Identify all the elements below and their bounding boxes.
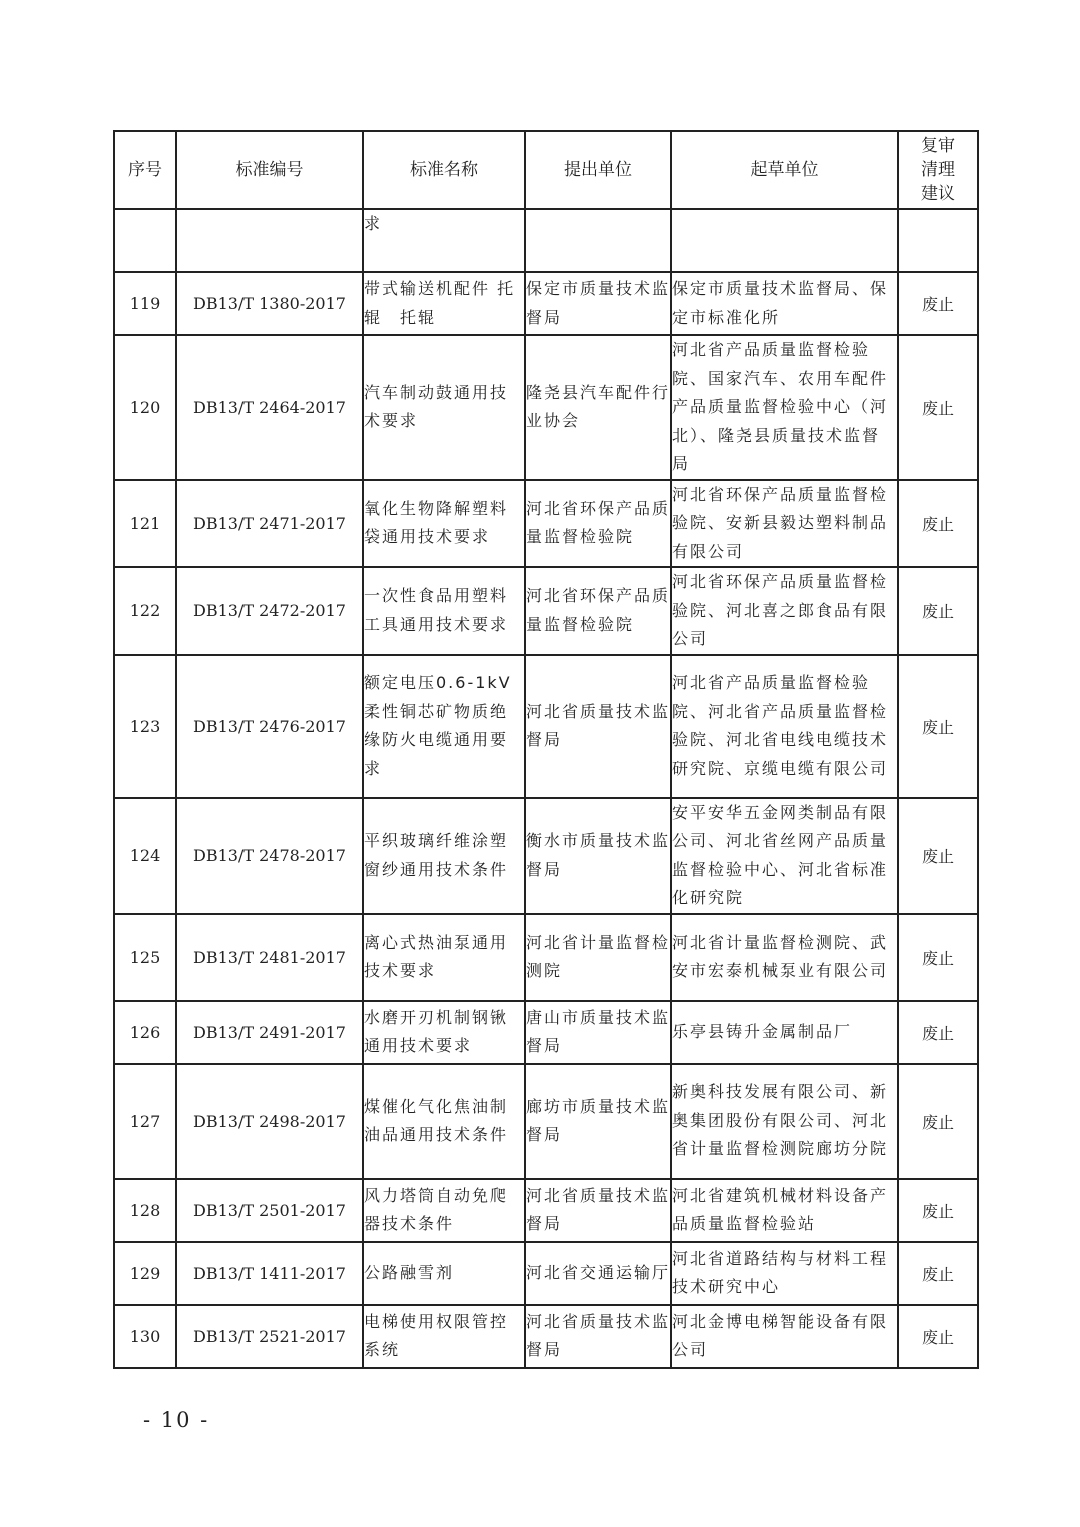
table-row xyxy=(114,480,978,568)
cell-proposer: 隆尧县汽车配件行业协会 xyxy=(525,335,671,480)
cell-name: 氧化生物降解塑料袋通用技术要求 xyxy=(363,480,525,568)
table-row xyxy=(114,798,978,914)
cell-proposer xyxy=(525,209,671,272)
cell-num: 120 xyxy=(114,335,176,480)
header-proposer: 提出单位 xyxy=(525,131,671,209)
cell-recommendation: 废止 xyxy=(898,272,978,335)
header-review xyxy=(898,131,978,209)
cell-drafter: 河北省产品质量监督检验院、国家汽车、农用车配件产品质量监督检验中心（河北）、隆尧县质量技术监督局 xyxy=(671,335,898,480)
cell-name: 公路融雪剂 xyxy=(363,1242,525,1305)
cell-name: 平织玻璃纤维涂塑窗纱通用技术条件 xyxy=(363,798,525,914)
table-row xyxy=(114,1305,978,1368)
cell-recommendation: 废止 xyxy=(898,1064,978,1179)
cell-num: 124 xyxy=(114,798,176,914)
cell-code: DB13/T 2471-2017 xyxy=(176,480,363,568)
table-row xyxy=(114,272,978,335)
table-row xyxy=(114,567,978,655)
cell-proposer: 河北省计量监督检测院 xyxy=(525,914,671,1001)
cell-drafter: 安平安华五金网类制品有限公司、河北省丝网产品质量监督检验中心、河北省标准化研究院 xyxy=(671,798,898,914)
header-code: 标准编号 xyxy=(176,131,363,209)
cell-drafter: 河北省建筑机械材料设备产品质量监督检验站 xyxy=(671,1179,898,1242)
cell-name: 风力塔筒自动免爬器技术条件 xyxy=(363,1179,525,1242)
cell-drafter: 河北省道路结构与材料工程技术研究中心 xyxy=(671,1242,898,1305)
cell-proposer: 保定市质量技术监督局 xyxy=(525,272,671,335)
table-row xyxy=(114,335,978,480)
cell-code: DB13/T 1411-2017 xyxy=(176,1242,363,1305)
table-row xyxy=(114,1064,978,1179)
cell-name: 煤催化气化焦油制油品通用技术条件 xyxy=(363,1064,525,1179)
cell-code: DB13/T 2498-2017 xyxy=(176,1064,363,1179)
table-row xyxy=(114,655,978,798)
cell-num: 125 xyxy=(114,914,176,1001)
cell-name: 电梯使用权限管控系统 xyxy=(363,1305,525,1368)
cell-num: 128 xyxy=(114,1179,176,1242)
cell-code: DB13/T 2481-2017 xyxy=(176,914,363,1001)
header-row xyxy=(114,131,978,209)
cell-proposer: 河北省质量技术监督局 xyxy=(525,1305,671,1368)
cell-recommendation: 废止 xyxy=(898,655,978,798)
cell-name: 求 xyxy=(363,209,525,272)
cell-code: DB13/T 2521-2017 xyxy=(176,1305,363,1368)
cell-recommendation: 废止 xyxy=(898,914,978,1001)
table-row xyxy=(114,914,978,1001)
cell-recommendation xyxy=(898,209,978,272)
cell-recommendation: 废止 xyxy=(898,480,978,568)
cell-proposer: 河北省交通运输厅 xyxy=(525,1242,671,1305)
cell-proposer: 河北省环保产品质量监督检验院 xyxy=(525,567,671,655)
cell-code xyxy=(176,209,363,272)
table-row xyxy=(114,1001,978,1064)
cell-name: 带式输送机配件 托辊 托辊 xyxy=(363,272,525,335)
header-name: 标准名称 xyxy=(363,131,525,209)
header-seq: 序号 xyxy=(114,131,176,209)
cell-drafter: 河北省环保产品质量监督检验院、河北喜之郎食品有限公司 xyxy=(671,567,898,655)
cell-code: DB13/T 2464-2017 xyxy=(176,335,363,480)
table-body xyxy=(114,209,978,1368)
continuation-row xyxy=(114,209,978,272)
cell-drafter: 新奥科技发展有限公司、新奥集团股份有限公司、河北省计量监督检测院廊坊分院 xyxy=(671,1064,898,1179)
cell-code: DB13/T 2501-2017 xyxy=(176,1179,363,1242)
cell-num: 129 xyxy=(114,1242,176,1305)
cell-recommendation: 废止 xyxy=(898,1179,978,1242)
cell-code: DB13/T 1380-2017 xyxy=(176,272,363,335)
cell-recommendation: 废止 xyxy=(898,335,978,480)
page-number: - 10 - xyxy=(143,1408,210,1432)
cell-code: DB13/T 2491-2017 xyxy=(176,1001,363,1064)
cell-proposer: 廊坊市质量技术监督局 xyxy=(525,1064,671,1179)
cell-drafter: 河北金博电梯智能设备有限公司 xyxy=(671,1305,898,1368)
cell-num: 121 xyxy=(114,480,176,568)
cell-num: 127 xyxy=(114,1064,176,1179)
cell-drafter: 河北省产品质量监督检验院、河北省产品质量监督检验院、河北省电线电缆技术研究院、京缆电缆有限公司 xyxy=(671,655,898,798)
cell-num: 119 xyxy=(114,272,176,335)
cell-num: 123 xyxy=(114,655,176,798)
cell-num: 126 xyxy=(114,1001,176,1064)
cell-proposer: 河北省质量技术监督局 xyxy=(525,655,671,798)
table-row xyxy=(114,1179,978,1242)
cell-recommendation: 废止 xyxy=(898,1242,978,1305)
cell-recommendation: 废止 xyxy=(898,1305,978,1368)
cell-drafter: 乐亭县铸升金属制品厂 xyxy=(671,1001,898,1064)
cell-num: 130 xyxy=(114,1305,176,1368)
cell-num: 122 xyxy=(114,567,176,655)
cell-name: 额定电压0.6-1kV柔性铜芯矿物质绝缘防火电缆通用要求 xyxy=(363,655,525,798)
cell-recommendation: 废止 xyxy=(898,567,978,655)
cell-num xyxy=(114,209,176,272)
cell-drafter: 河北省计量监督检测院、武安市宏泰机械泵业有限公司 xyxy=(671,914,898,1001)
header-drafter: 起草单位 xyxy=(671,131,898,209)
cell-drafter: 河北省环保产品质量监督检验院、安新县毅达塑料制品有限公司 xyxy=(671,480,898,568)
cell-drafter: 保定市质量技术监督局、保定市标准化所 xyxy=(671,272,898,335)
cell-drafter xyxy=(671,209,898,272)
cell-name: 汽车制动鼓通用技术要求 xyxy=(363,335,525,480)
cell-proposer: 河北省环保产品质量监督检验院 xyxy=(525,480,671,568)
cell-proposer: 唐山市质量技术监督局 xyxy=(525,1001,671,1064)
standards-table xyxy=(113,130,979,1369)
cell-code: DB13/T 2476-2017 xyxy=(176,655,363,798)
cell-code: DB13/T 2478-2017 xyxy=(176,798,363,914)
cell-recommendation: 废止 xyxy=(898,798,978,914)
cell-name: 水磨开刃机制钢锹通用技术要求 xyxy=(363,1001,525,1064)
cell-name: 离心式热油泵通用技术要求 xyxy=(363,914,525,1001)
cell-proposer: 衡水市质量技术监督局 xyxy=(525,798,671,914)
cell-code: DB13/T 2472-2017 xyxy=(176,567,363,655)
header-review-text: 复审 清理 建议 xyxy=(920,136,955,204)
cell-name: 一次性食品用塑料工具通用技术要求 xyxy=(363,567,525,655)
cell-recommendation: 废止 xyxy=(898,1001,978,1064)
table-row xyxy=(114,1242,978,1305)
cell-proposer: 河北省质量技术监督局 xyxy=(525,1179,671,1242)
